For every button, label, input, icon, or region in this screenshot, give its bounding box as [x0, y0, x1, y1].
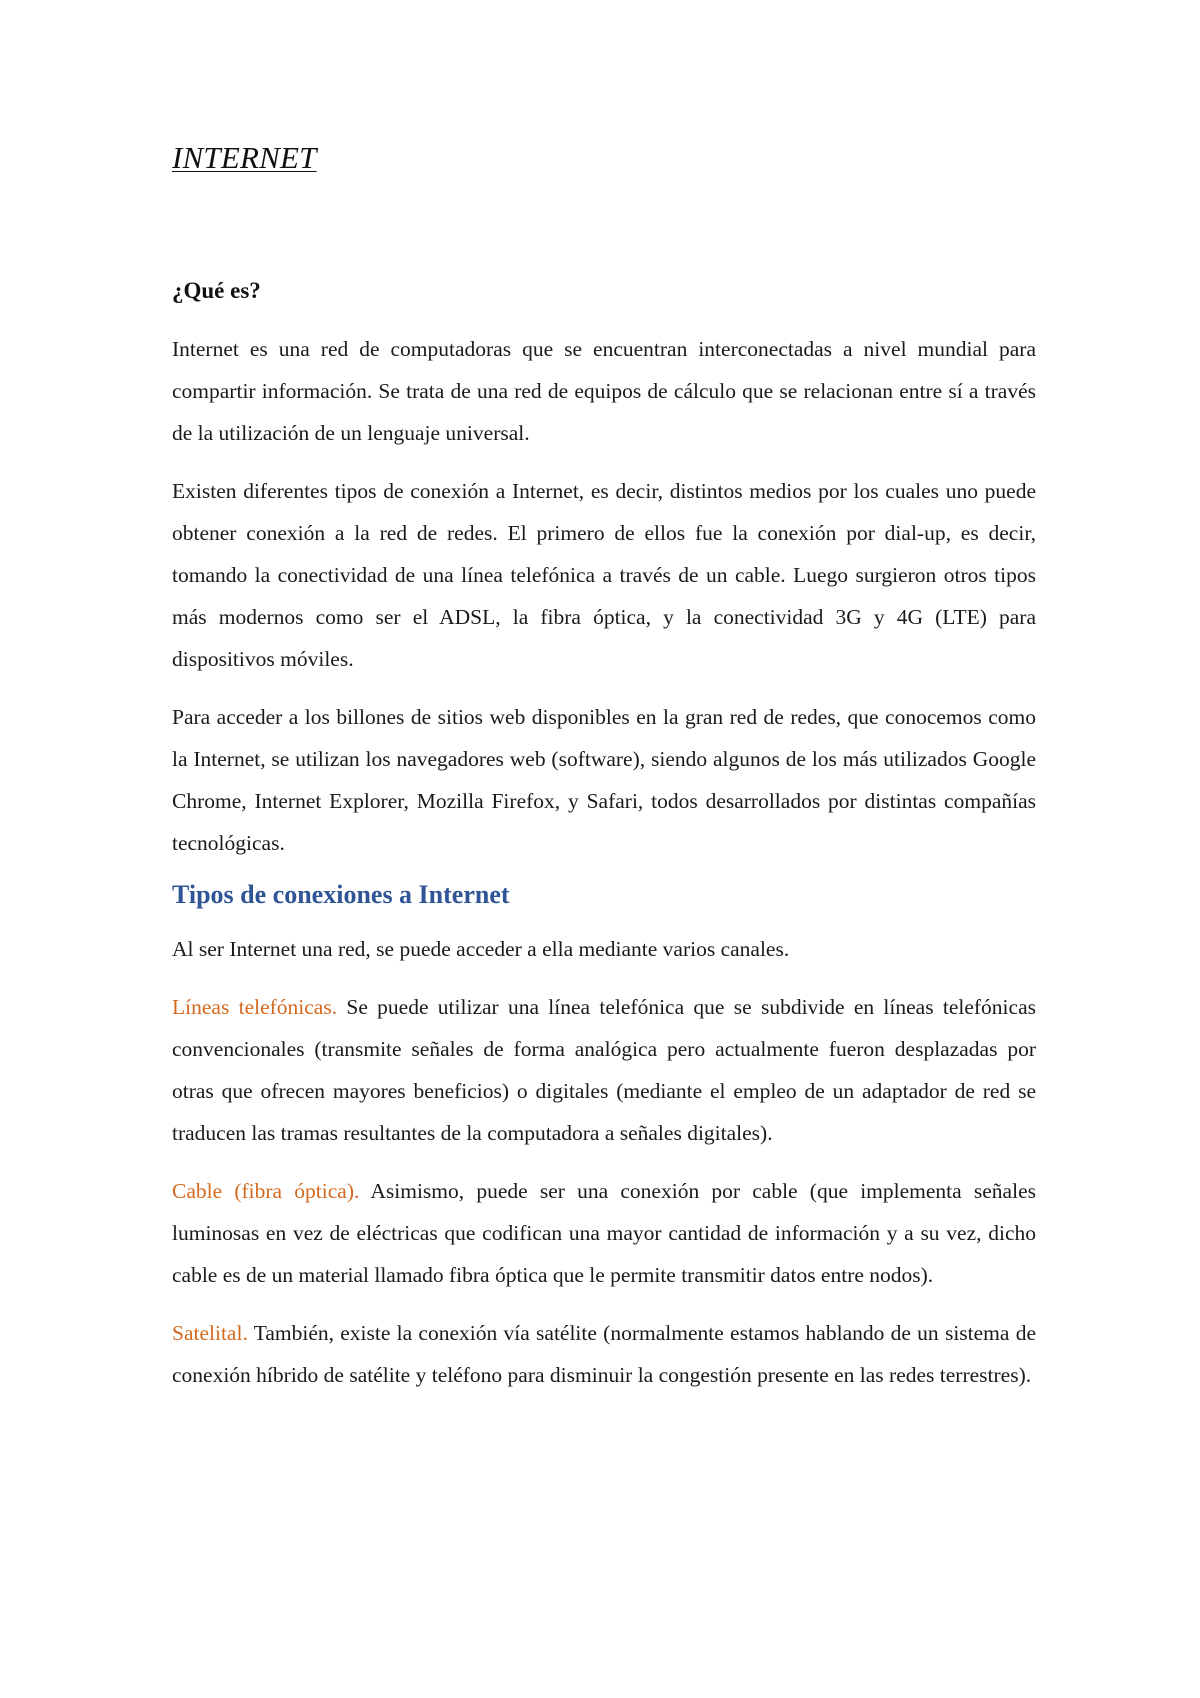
paragraph-browsers: Para acceder a los billones de sitios web disponibles en la gran red de redes, que conocemos como la Internet, se utilizan los navegadores web (software), siendo algunos de los más utilizados Google Chrome, Internet Explorer, Mozilla Firefox, y Safari, todos desarrollados por distintas compañías tecnológicas.: [172, 705, 1036, 855]
section-intro: Al ser Internet una red, se puede acceder a ella mediante varios canales.: [172, 937, 790, 961]
connection-type-satellite: [172, 1312, 1036, 1396]
paragraph-definition: Internet es una red de computadoras que se encuentran interconectadas a nivel mundial para compartir información. Se trata de una red de equipos de cálculo que se relacionan entre sí a través de la utilización de un lenguaje universal.: [172, 337, 1036, 445]
document-page: [172, 140, 1036, 1412]
connection-type-phone: [172, 986, 1036, 1154]
paragraph-connection-history: Existen diferentes tipos de conexión a Internet, es decir, distintos medios por los cuales uno puede obtener conexión a la red de redes. El primero de ellos fue la conexión por dial-up, es decir, tomando la conectividad de una línea telefónica a través de un cable. Luego surgieron otros tipos más modernos como ser el ADSL, la fibra óptica, y la conectividad 3G y 4G (LTE) para dispositivos móviles.: [172, 479, 1036, 671]
document-title: INTERNET: [172, 140, 317, 175]
connection-type-text: Asimismo, puede ser una conexión por cable (que implementa señales luminosas en vez de eléctricas que codifican una mayor cantidad de información y a su vez, dicho cable es de un material llamado fibra óptica que le permite transmitir datos entre nodos).: [172, 1179, 1036, 1287]
connection-type-text: También, existe la conexión vía satélite (normalmente estamos hablando de un sistema de conexión híbrido de satélite y teléfono para disminuir la congestión presente en las redes terrestres).: [172, 1321, 1036, 1387]
connection-type-lead: Cable (fibra óptica).: [172, 1179, 360, 1203]
connection-type-lead: Líneas telefónicas.: [172, 995, 338, 1019]
question-heading: ¿Qué es?: [172, 278, 261, 303]
connection-type-cable: [172, 1170, 1036, 1296]
connection-type-lead: Satelital.: [172, 1321, 248, 1345]
connection-type-text: Se puede utilizar una línea telefónica que se subdivide en líneas telefónicas convencionales (transmite señales de forma analógica pero actualmente fueron desplazadas por otras que ofrecen mayores beneficios) o digitales (mediante el empleo de un adaptador de red se traducen las tramas resultantes de la computadora a señales digitales).: [172, 995, 1036, 1145]
section-heading: Tipos de conexiones a Internet: [172, 880, 510, 909]
